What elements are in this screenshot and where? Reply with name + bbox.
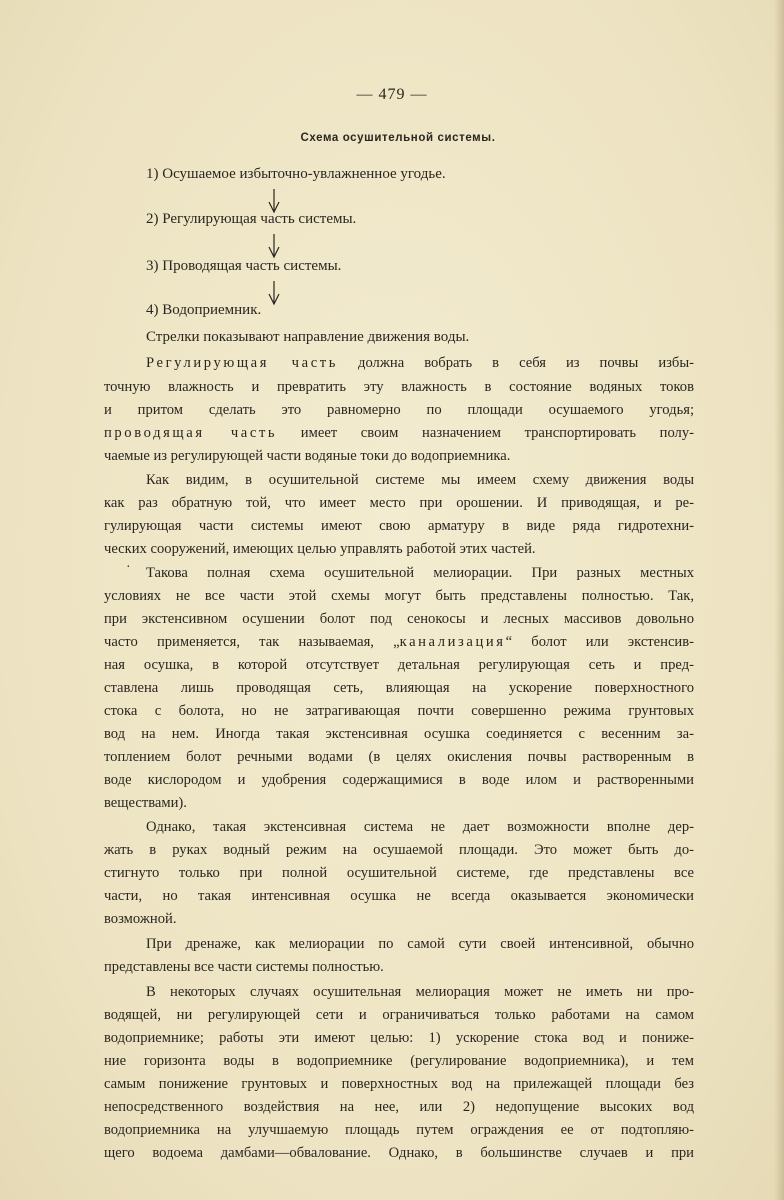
- paragraph-1-line-1: Регулирующая часть должна вобрать в себя из почвы избы-: [146, 355, 694, 371]
- paragraph-2-line-2: как раз обратную той, что имеет место при орошении. И приводящая, и ре-: [104, 495, 694, 511]
- paragraph-3-line-9: топлением болот речными водами (в целях окисления почвы растворенным в: [104, 749, 694, 765]
- paragraph-4-line-1: Однако, такая экстенсивная система не дает возможности вполне дер-: [146, 819, 694, 835]
- paragraph-3-line-6: ставлена лишь проводящая сеть, влияющая на ускорение поверхностного: [104, 680, 694, 696]
- paragraph-1-line-4: проводящая часть имеет своим назначением транспортировать полу-: [104, 425, 694, 441]
- paragraph-6-line-6: непосредственного воздействия на нее, или 2) недопущение высоких вод: [104, 1099, 694, 1115]
- paragraph-6-line-4: ние горизонта воды в водоприемнике (регулирование водоприемника), и тем: [104, 1053, 694, 1069]
- scheme-item-3: 3) Проводящая часть системы.: [146, 258, 342, 274]
- paragraph-3-line-8: вод на нем. Иногда такая экстенсивная осушка соединяется с весенним за-: [104, 726, 694, 742]
- paragraph-2-line-1: Как видим, в осушительной системе мы имеем схему движения воды: [146, 472, 694, 488]
- paragraph-1-line-5: чаемые из регулирующей части водяные токи до водоприемника.: [104, 448, 511, 464]
- page-spine-shadow: [774, 0, 784, 1200]
- scheme-caption: Стрелки показывают направление движения воды.: [146, 329, 470, 345]
- paragraph-3-line-4: часто применяется, так называемая, „канализация“ болот или экстенсив-: [104, 634, 694, 650]
- paragraph-3-line-3: при экстенсивном осушении болот под сенокосы и лесных массивов довольно: [104, 611, 694, 627]
- paragraph-3-line-11: веществами).: [104, 795, 187, 811]
- paragraph-3-line-2: условиях не все части этой схемы могут быть представлены полностью. Так,: [104, 588, 694, 604]
- paragraph-2-line-4: ческих сооружений, имеющих целью управлять работой этих частей.: [104, 541, 536, 557]
- page-number: — 479 —: [356, 86, 428, 103]
- paragraph-4-line-2: жать в руках водный режим на осушаемой площади. Это может быть до-: [104, 842, 694, 858]
- paragraph-3-line-1: Такова полная схема осушительной мелиорации. При разных местных: [146, 565, 694, 581]
- paragraph-5-line-2: представлены все части системы полностью.: [104, 959, 384, 975]
- paragraph-3-line-7: стока с болота, но не затрагивающая почти совершенно режима грунтовых: [104, 703, 694, 719]
- paragraph-3-line-10: воде кислородом и удобрения содержащимися в воде илом и растворенными: [104, 772, 694, 788]
- paragraph-6-line-7: водоприемника на улучшаемую площадь путем ограждения ее от подтопляю-: [104, 1122, 694, 1138]
- scheme-item-1: 1) Осушаемое избыточно-увлажненное угодье.: [146, 166, 446, 182]
- paragraph-6-line-2: водящей, ни регулирующей сети и ограничиваться только работами на самом: [104, 1007, 694, 1023]
- down-arrow-icon: [267, 233, 281, 259]
- down-arrow-icon: [267, 280, 281, 306]
- paragraph-4-line-3: стигнуто только при полной осушительной системе, где представлены все: [104, 865, 694, 881]
- paragraph-3-line-5: ная осушка, в которой отсутствует детальная регулирующая сеть и пред-: [104, 657, 694, 673]
- paragraph-4-line-5: возможной.: [104, 911, 177, 927]
- paragraph-5-line-1: При дренаже, как мелиорации по самой сути своей интенсивной, обычно: [146, 936, 694, 952]
- paragraph-2-line-3: гулирующая части системы имеют свою арматуру в виде ряда гидротехни-: [104, 518, 694, 534]
- paragraph-6-line-5: самым понижение грунтовых и поверхностных вод на прилежащей площади без: [104, 1076, 694, 1092]
- scheme-item-2: 2) Регулирующая часть системы.: [146, 211, 357, 227]
- paragraph-1-line-2: точную влажность и превратить эту влажность в состояние водяных токов: [104, 379, 694, 395]
- paragraph-1-line-3: и притом сделать это равномерно по площади осушаемого угодья;: [104, 402, 694, 418]
- scheme-item-4: 4) Водоприемник.: [146, 302, 262, 318]
- margin-mark: ·: [126, 560, 131, 575]
- paragraph-4-line-4: части, но такая интенсивная осушка не всегда оказывается экономически: [104, 888, 694, 904]
- scheme-title: Схема осушительной системы.: [300, 132, 496, 144]
- paragraph-6-line-1: В некоторых случаях осушительная мелиорация может не иметь ни про-: [146, 984, 694, 1000]
- paragraph-6-line-3: водоприемнике; работы эти имеют целью: 1) ускорение стока вод и пониже-: [104, 1030, 694, 1046]
- paragraph-6-line-8: щего водоема дамбами—обвалование. Однако, в большинстве случаев и при: [104, 1145, 694, 1161]
